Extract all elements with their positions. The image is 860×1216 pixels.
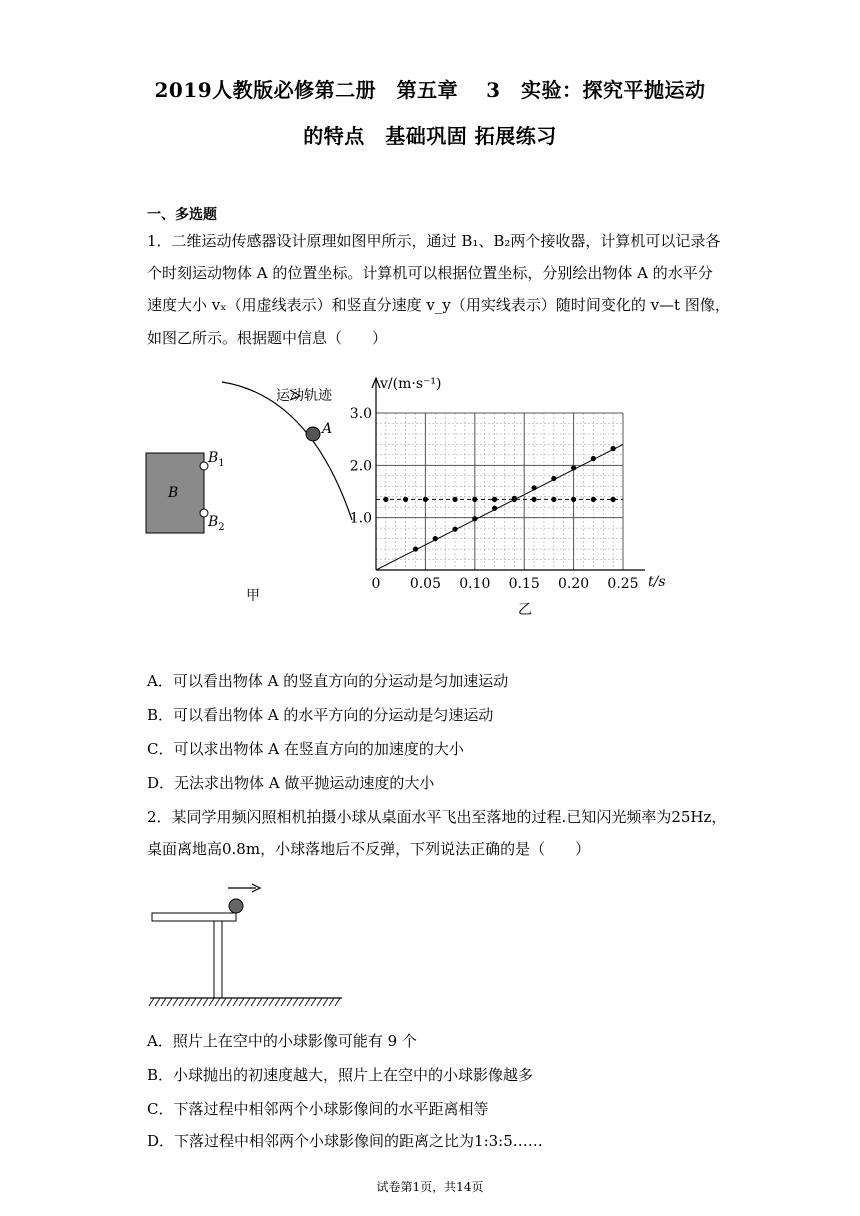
vx-data-point [403,497,408,502]
hatch-mark [203,998,208,1006]
vx-data-point [551,497,556,502]
point-a-label: A [322,421,333,437]
q1-line-3: 速度大小 vₓ（用虚线表示）和竖直分速度 v_y（用实线表示）随时间变化的 v—t 图像， [147,296,730,314]
vy-data-point [551,476,556,481]
trajectory-label: 运动轨迹 [276,388,332,404]
table-leg [214,921,222,998]
vy-data-point [492,506,497,511]
hatch-mark [269,998,274,1006]
figure-yi-chart [340,368,680,620]
hatch-mark [173,998,178,1006]
section-heading: 一、多选题 [147,207,217,223]
vx-data-point [383,497,388,502]
hatch-mark [149,998,154,1006]
page-footer: 试卷第1页，共14页 [376,1180,484,1194]
figure-yi-caption: 乙 [518,602,532,618]
hatch-mark [311,998,316,1006]
b2-label: $B_2$ [208,514,225,533]
q1-option-d: D．无法求出物体 A 做平抛运动速度的大小 [147,774,435,792]
vy-data-point [512,496,517,501]
chart-grid [376,413,623,570]
vy-data-point [452,527,457,532]
hatch-mark [197,998,202,1006]
vy-data-point [413,546,418,551]
q1-option-c: C．可以求出物体 A 在竖直方向的加速度的大小 [147,740,464,758]
q2-line-1: 2．某同学用频闪照相机拍摄小球从桌面水平飞出至落地的过程.已知闪光频率为25Hz， [147,808,727,826]
vy-data-point [472,516,477,521]
vy-data-point [571,465,576,470]
hatch-mark [263,998,268,1006]
hatch-mark [293,998,298,1006]
hatch-mark [257,998,262,1006]
title-line-1: 2019人教版必修第二册 第五章 3 实验：探究平抛运动 [154,78,706,102]
q1-line-2: 个时刻运动物体 A 的位置坐标。计算机可以根据位置坐标，分别绘出物体 A 的水平分 [147,264,713,282]
x-tick-label: 0.15 [508,576,540,592]
vy-data-point [531,485,536,490]
vx-data-point [423,497,428,502]
vx-data-point [571,497,576,502]
hatch-mark [317,998,322,1006]
figure-jia [140,368,370,608]
q2-option-a: A．照片上在空中的小球影像可能有 9 个 [147,1032,417,1050]
q1-line-1: 1．二维运动传感器设计原理如图甲所示，通过 B₁、B₂两个接收器，计算机可以记录各 [147,232,721,250]
hatch-mark [215,998,220,1006]
hatch-mark [191,998,196,1006]
table-figure [148,876,348,1010]
q2-option-b: B．小球抛出的初速度越大，照片上在空中的小球影像越多 [147,1066,534,1084]
hatch-mark [221,998,226,1006]
vx-data-point [472,497,477,502]
hatch-mark [323,998,328,1006]
x-tick-label: 0.20 [558,576,590,592]
y-tick-label: 3.0 [349,406,372,422]
hatch-mark [275,998,280,1006]
x-tick-label: 0 [371,576,381,592]
x-tick-label: 0.10 [459,576,491,592]
chart-y-label: v/(m·s⁻¹) [380,376,442,392]
vy-data-point [433,536,438,541]
box-b-label: B [168,485,179,501]
ground-hatch [149,998,340,1006]
title-line-2: 的特点 基础巩固 拓展练习 [303,124,557,148]
q1-option-a: A．可以看出物体 A 的竖直方向的分运动是匀加速运动 [147,672,509,690]
hatch-mark [209,998,214,1006]
hatch-mark [167,998,172,1006]
hatch-mark [281,998,286,1006]
hatch-mark [287,998,292,1006]
figure-jia-caption: 甲 [246,588,260,604]
vx-data-point [531,497,536,502]
hatch-mark [329,998,334,1006]
hatch-mark [179,998,184,1006]
b1-label: $B_1$ [208,450,225,469]
tabletop [152,913,236,921]
q1-option-b: B．可以看出物体 A 的水平方向的分运动是匀速运动 [147,706,494,724]
x-tick-label: 0.25 [607,576,639,592]
y-tick-label: 1.0 [349,510,372,527]
y-tick-label: 2.0 [349,458,372,475]
vx-data-point [452,497,457,502]
hatch-mark [233,998,238,1006]
x-tick-label: 0.05 [409,576,441,592]
chart-axes [350,378,645,592]
q1-line-4: 如图乙所示。根据题中信息（ ） [147,329,388,347]
hatch-mark [227,998,232,1006]
vy-data-point [611,446,616,451]
hatch-mark [299,998,304,1006]
hatch-mark [155,998,160,1006]
vx-data-point [611,497,616,502]
vy-data-point [591,456,596,461]
hatch-mark [185,998,190,1006]
ball [229,899,243,913]
hatch-mark [245,998,250,1006]
vx-data-point [492,497,497,502]
receiver-b2 [200,509,208,517]
chart-x-label: t/s [648,574,666,590]
hatch-mark [305,998,310,1006]
vx-data-point [591,497,596,502]
hatch-mark [239,998,244,1006]
receiver-b1 [200,462,208,470]
hatch-mark [335,998,340,1006]
hatch-mark [161,998,166,1006]
ball-a [306,427,320,441]
hatch-mark [251,998,256,1006]
q2-option-c: C．下落过程中相邻两个小球影像间的水平距离相等 [147,1100,489,1118]
q2-line-2: 桌面离地高0.8m，小球落地后不反弹，下列说法正确的是（ ） [147,840,591,858]
q2-option-d: D．下落过程中相邻两个小球影像间的距离之比为1:3:5…… [147,1132,543,1150]
